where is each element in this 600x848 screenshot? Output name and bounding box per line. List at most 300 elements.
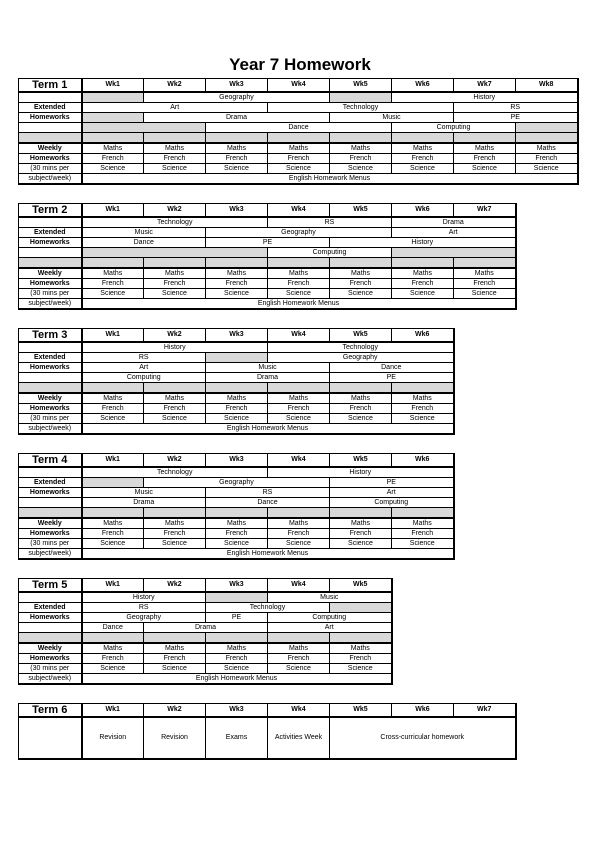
blank-cell xyxy=(330,92,392,103)
week-header: Wk6 xyxy=(392,329,454,343)
subject-cell: Music xyxy=(82,228,206,238)
weekly-subject: French xyxy=(392,154,454,164)
subject-cell: Drama xyxy=(206,373,330,383)
extended-label: Extended xyxy=(19,603,82,613)
divider-cell xyxy=(330,133,392,144)
divider-cell xyxy=(82,133,144,144)
weekly-subject: Maths xyxy=(82,518,144,529)
subject-cell: Art xyxy=(82,363,206,373)
term-1-table xyxy=(18,78,579,185)
weekly-subject: Science xyxy=(82,539,144,549)
divider-label xyxy=(19,133,82,144)
weekly-subject: Maths xyxy=(392,393,454,404)
extended-label: Extended xyxy=(19,478,82,488)
week-header: Wk7 xyxy=(454,79,516,93)
blank-cell xyxy=(82,478,144,488)
section-divider xyxy=(19,508,454,519)
subject-cell: Music xyxy=(268,592,392,603)
activity-cell: Activities Week xyxy=(268,717,330,759)
subject-cell: Geography xyxy=(268,353,454,363)
weekly-row xyxy=(19,164,578,174)
weekly-subject: French xyxy=(392,279,454,289)
term-6-row xyxy=(19,717,516,759)
extended-row xyxy=(19,467,454,478)
section-divider xyxy=(19,258,516,269)
weekly-label: Homeworks xyxy=(19,404,82,414)
extended-row xyxy=(19,353,454,363)
extended-row xyxy=(19,342,454,353)
weekly-subject: Maths xyxy=(268,643,330,654)
week-header-row xyxy=(19,329,454,343)
weekly-subject: French xyxy=(144,529,206,539)
term-3-table xyxy=(18,328,455,435)
weekly-row xyxy=(19,393,454,404)
weekly-subject: Science xyxy=(144,539,206,549)
divider-label xyxy=(19,508,82,519)
extended-row xyxy=(19,123,578,133)
weekly-subject: French xyxy=(206,404,268,414)
weekly-row xyxy=(19,529,454,539)
weekly-row xyxy=(19,143,578,154)
divider-cell xyxy=(206,258,268,269)
week-header: Wk4 xyxy=(268,79,330,93)
extended-row xyxy=(19,613,392,623)
divider-cell xyxy=(392,258,454,269)
weekly-label: subject/week) xyxy=(19,174,82,185)
week-header: Wk2 xyxy=(144,329,206,343)
extended-row xyxy=(19,488,454,498)
divider-label xyxy=(19,258,82,269)
weekly-subject: Maths xyxy=(82,268,144,279)
weekly-subject: Science xyxy=(82,414,144,424)
weekly-subject: Science xyxy=(206,414,268,424)
weekly-label: Weekly xyxy=(19,643,82,654)
week-header: Wk2 xyxy=(144,454,206,468)
weekly-subject: French xyxy=(82,529,144,539)
blank-cell xyxy=(392,248,516,258)
weekly-subject: French xyxy=(268,154,330,164)
weekly-label: (30 mins per xyxy=(19,164,82,174)
extended-label xyxy=(19,92,82,103)
subject-cell: Technology xyxy=(82,467,268,478)
weekly-subject: French xyxy=(206,654,268,664)
activity-cell: Exams xyxy=(206,717,268,759)
week-header: Wk1 xyxy=(82,329,144,343)
week-header: Wk5 xyxy=(330,579,392,593)
weekly-subject: Maths xyxy=(206,393,268,404)
subject-cell: Music xyxy=(206,363,330,373)
weekly-subject: Science xyxy=(330,664,392,674)
extended-row xyxy=(19,248,516,258)
subject-cell: Computing xyxy=(392,123,516,133)
week-header: Wk6 xyxy=(392,204,454,218)
weekly-label: subject/week) xyxy=(19,424,82,435)
week-header: Wk2 xyxy=(144,79,206,93)
blank-cell xyxy=(516,123,578,133)
week-header: Wk3 xyxy=(206,454,268,468)
weekly-subject: Maths xyxy=(330,643,392,654)
weekly-subject: Science xyxy=(392,414,454,424)
divider-cell xyxy=(144,508,206,519)
weekly-row xyxy=(19,539,454,549)
week-header: Wk5 xyxy=(330,79,392,93)
week-header-row xyxy=(19,704,516,718)
week-header: Wk2 xyxy=(144,704,206,718)
extended-label: Homeworks xyxy=(19,363,82,373)
subject-cell: Technology xyxy=(82,217,268,228)
extended-label xyxy=(19,373,82,383)
week-header-row xyxy=(19,79,578,93)
weekly-subject: Science xyxy=(144,289,206,299)
weekly-subject: Maths xyxy=(82,143,144,154)
divider-cell xyxy=(268,633,330,644)
term-6-label-cell xyxy=(19,717,82,759)
weekly-row xyxy=(19,643,392,654)
weekly-subject: Maths xyxy=(144,393,206,404)
weekly-subject: Science xyxy=(268,664,330,674)
weekly-row xyxy=(19,664,392,674)
extended-label: Homeworks xyxy=(19,613,82,623)
weekly-label: Homeworks xyxy=(19,529,82,539)
term-name: Term 5 xyxy=(19,579,82,593)
subject-cell: Computing xyxy=(330,498,454,508)
subject-cell: RS xyxy=(82,353,206,363)
subject-cell: RS xyxy=(206,488,330,498)
divider-cell xyxy=(206,508,268,519)
divider-cell xyxy=(206,133,268,144)
weekly-subject: French xyxy=(330,154,392,164)
weekly-subject: Maths xyxy=(206,268,268,279)
weekly-subject: Science xyxy=(268,539,330,549)
subject-cell: PE xyxy=(330,478,454,488)
divider-cell xyxy=(206,633,268,644)
term-5-table xyxy=(18,578,393,685)
weekly-label: (30 mins per xyxy=(19,539,82,549)
extended-label xyxy=(19,217,82,228)
extended-label xyxy=(19,123,82,133)
week-header: Wk8 xyxy=(516,79,578,93)
divider-cell xyxy=(454,258,516,269)
extended-row xyxy=(19,228,516,238)
weekly-subject: Science xyxy=(330,164,392,174)
english-row xyxy=(19,174,578,185)
weekly-subject: French xyxy=(268,654,330,664)
english-menus: English Homework Menus xyxy=(82,674,392,685)
activity-cell: Revision xyxy=(82,717,144,759)
weekly-subject: Science xyxy=(392,289,454,299)
extended-row xyxy=(19,217,516,228)
subject-cell: Computing xyxy=(82,373,206,383)
term-3-block xyxy=(18,328,455,435)
weekly-label: Weekly xyxy=(19,268,82,279)
week-header: Wk6 xyxy=(392,454,454,468)
subject-cell: RS xyxy=(82,603,206,613)
extended-row xyxy=(19,373,454,383)
divider-label xyxy=(19,383,82,394)
weekly-subject: French xyxy=(454,279,516,289)
subject-cell: Geography xyxy=(206,228,392,238)
weekly-subject: Maths xyxy=(454,268,516,279)
weekly-subject: French xyxy=(144,279,206,289)
term-name: Term 1 xyxy=(19,79,82,93)
weekly-subject: Maths xyxy=(268,143,330,154)
subject-cell: Technology xyxy=(268,103,454,113)
weekly-subject: Science xyxy=(392,164,454,174)
divider-cell xyxy=(206,383,268,394)
weekly-subject: Science xyxy=(82,664,144,674)
weekly-subject: French xyxy=(144,404,206,414)
week-header: Wk1 xyxy=(82,704,144,718)
subject-cell: Art xyxy=(392,228,516,238)
subject-cell: Drama xyxy=(144,113,330,123)
week-header: Wk5 xyxy=(330,204,392,218)
week-header: Wk5 xyxy=(330,454,392,468)
weekly-subject: Maths xyxy=(206,143,268,154)
weekly-subject: Maths xyxy=(330,268,392,279)
weekly-subject: French xyxy=(144,154,206,164)
weekly-subject: Science xyxy=(144,664,206,674)
weekly-subject: Maths xyxy=(268,518,330,529)
weekly-subject: French xyxy=(392,529,454,539)
weekly-subject: Science xyxy=(206,664,268,674)
subject-cell: History xyxy=(330,238,516,248)
subject-cell: History xyxy=(268,467,454,478)
weekly-subject: Maths xyxy=(206,518,268,529)
divider-cell xyxy=(82,383,144,394)
weekly-subject: French xyxy=(206,529,268,539)
divider-cell xyxy=(268,258,330,269)
weekly-row xyxy=(19,268,516,279)
subject-cell: PE xyxy=(206,613,268,623)
weekly-subject: French xyxy=(144,654,206,664)
weekly-row xyxy=(19,289,516,299)
term-2-block xyxy=(18,203,517,310)
weekly-subject: French xyxy=(330,404,392,414)
term-5-block xyxy=(18,578,393,685)
english-row xyxy=(19,549,454,560)
extended-row xyxy=(19,592,392,603)
divider-cell xyxy=(330,508,392,519)
week-header-row xyxy=(19,204,516,218)
weekly-subject: Maths xyxy=(330,143,392,154)
divider-cell xyxy=(516,133,578,144)
weekly-label: (30 mins per xyxy=(19,414,82,424)
weekly-subject: Science xyxy=(392,539,454,549)
weekly-subject: Maths xyxy=(82,393,144,404)
subject-cell: Computing xyxy=(268,248,392,258)
week-header: Wk4 xyxy=(268,579,330,593)
weekly-subject: French xyxy=(268,529,330,539)
weekly-subject: French xyxy=(330,279,392,289)
blank-cell xyxy=(82,113,144,123)
subject-cell: Dance xyxy=(206,123,392,133)
subject-cell: Art xyxy=(82,103,268,113)
english-menus: English Homework Menus xyxy=(82,174,578,185)
week-header: Wk3 xyxy=(206,579,268,593)
extended-label xyxy=(19,248,82,258)
term-6-table xyxy=(18,703,517,760)
extended-label xyxy=(19,467,82,478)
extended-row xyxy=(19,238,516,248)
divider-cell xyxy=(268,508,330,519)
term-2-table xyxy=(18,203,517,310)
extended-row xyxy=(19,603,392,613)
subject-cell: Computing xyxy=(268,613,392,623)
weekly-label: Homeworks xyxy=(19,279,82,289)
extended-label: Extended xyxy=(19,353,82,363)
extended-label xyxy=(19,623,82,633)
week-header-row xyxy=(19,579,392,593)
week-header: Wk1 xyxy=(82,204,144,218)
weekly-subject: French xyxy=(454,154,516,164)
weekly-subject: Science xyxy=(268,164,330,174)
subject-cell: Art xyxy=(330,488,454,498)
divider-cell xyxy=(82,633,144,644)
extended-row xyxy=(19,498,454,508)
subject-cell: History xyxy=(392,92,578,103)
divider-cell xyxy=(144,633,206,644)
divider-cell xyxy=(144,383,206,394)
subject-cell: RS xyxy=(268,217,392,228)
week-header: Wk4 xyxy=(268,454,330,468)
blank-cell xyxy=(82,92,144,103)
week-header-row xyxy=(19,454,454,468)
weekly-label: Weekly xyxy=(19,393,82,404)
weekly-subject: Science xyxy=(516,164,578,174)
weekly-subject: French xyxy=(392,404,454,414)
subject-cell: Drama xyxy=(392,217,516,228)
week-header: Wk7 xyxy=(454,204,516,218)
weekly-subject: Science xyxy=(206,539,268,549)
weekly-row xyxy=(19,518,454,529)
weekly-label: Weekly xyxy=(19,143,82,154)
blank-cell xyxy=(82,248,268,258)
divider-cell xyxy=(82,508,144,519)
extended-label: Homeworks xyxy=(19,488,82,498)
weekly-subject: Science xyxy=(268,414,330,424)
subject-cell: Drama xyxy=(82,498,206,508)
subject-cell: PE xyxy=(454,113,578,123)
weekly-subject: Maths xyxy=(144,643,206,654)
week-header: Wk4 xyxy=(268,329,330,343)
weekly-row xyxy=(19,279,516,289)
weekly-subject: Science xyxy=(82,289,144,299)
subject-cell: Drama xyxy=(144,623,268,633)
blank-cell xyxy=(82,123,206,133)
week-header: Wk6 xyxy=(392,79,454,93)
weekly-row xyxy=(19,414,454,424)
weekly-subject: Maths xyxy=(144,143,206,154)
week-header: Wk4 xyxy=(268,704,330,718)
extended-label xyxy=(19,498,82,508)
subject-cell: Geography xyxy=(144,92,330,103)
divider-cell xyxy=(392,133,454,144)
divider-cell xyxy=(144,133,206,144)
weekly-label: Homeworks xyxy=(19,154,82,164)
subject-cell: Music xyxy=(82,488,206,498)
divider-cell xyxy=(330,383,392,394)
weekly-subject: Maths xyxy=(392,143,454,154)
divider-cell xyxy=(392,383,454,394)
weekly-subject: Maths xyxy=(516,143,578,154)
divider-cell xyxy=(392,508,454,519)
term-6-block xyxy=(18,703,517,760)
week-header: Wk1 xyxy=(82,454,144,468)
extended-label: Extended xyxy=(19,103,82,113)
weekly-subject: French xyxy=(330,654,392,664)
weekly-row xyxy=(19,654,392,664)
week-header: Wk7 xyxy=(454,704,516,718)
weekly-subject: French xyxy=(206,279,268,289)
subject-cell: Dance xyxy=(82,623,144,633)
weekly-subject: Science xyxy=(330,289,392,299)
weekly-subject: Science xyxy=(82,164,144,174)
subject-cell: History xyxy=(82,592,206,603)
subject-cell: Technology xyxy=(206,603,330,613)
subject-cell: PE xyxy=(330,373,454,383)
english-menus: English Homework Menus xyxy=(82,549,454,560)
term-4-block xyxy=(18,453,455,560)
term-4-table xyxy=(18,453,455,560)
extended-row xyxy=(19,623,392,633)
term-name: Term 4 xyxy=(19,454,82,468)
divider-cell xyxy=(82,258,144,269)
english-row xyxy=(19,299,516,310)
subject-cell: Technology xyxy=(268,342,454,353)
weekly-subject: Maths xyxy=(330,393,392,404)
subject-cell: Music xyxy=(330,113,454,123)
week-header: Wk3 xyxy=(206,704,268,718)
week-header: Wk2 xyxy=(144,204,206,218)
weekly-subject: Maths xyxy=(268,268,330,279)
week-header: Wk1 xyxy=(82,79,144,93)
page-title: Year 7 Homework xyxy=(229,55,371,74)
weekly-subject: French xyxy=(82,404,144,414)
weekly-subject: Maths xyxy=(268,393,330,404)
weekly-subject: Science xyxy=(454,164,516,174)
subject-cell: Dance xyxy=(82,238,206,248)
extended-label: Extended xyxy=(19,228,82,238)
extended-label: Homeworks xyxy=(19,113,82,123)
extended-row xyxy=(19,92,578,103)
subject-cell: Dance xyxy=(330,363,454,373)
weekly-label: subject/week) xyxy=(19,299,82,310)
subject-cell: Art xyxy=(268,623,392,633)
weekly-subject: French xyxy=(268,404,330,414)
activity-cell: Revision xyxy=(144,717,206,759)
divider-cell xyxy=(330,258,392,269)
weekly-subject: Maths xyxy=(144,268,206,279)
week-header: Wk5 xyxy=(330,329,392,343)
extended-row xyxy=(19,478,454,488)
activity-cell: Cross-curricular homework xyxy=(330,717,516,759)
divider-cell xyxy=(330,633,392,644)
blank-cell xyxy=(206,592,268,603)
weekly-subject: Science xyxy=(268,289,330,299)
divider-label xyxy=(19,633,82,644)
blank-cell xyxy=(206,353,268,363)
subject-cell: PE xyxy=(206,238,330,248)
week-header: Wk3 xyxy=(206,329,268,343)
weekly-subject: Science xyxy=(144,414,206,424)
blank-cell xyxy=(330,603,392,613)
subject-cell: Dance xyxy=(206,498,330,508)
extended-row xyxy=(19,363,454,373)
weekly-subject: Maths xyxy=(454,143,516,154)
english-row xyxy=(19,424,454,435)
section-divider xyxy=(19,383,454,394)
weekly-subject: Science xyxy=(330,414,392,424)
